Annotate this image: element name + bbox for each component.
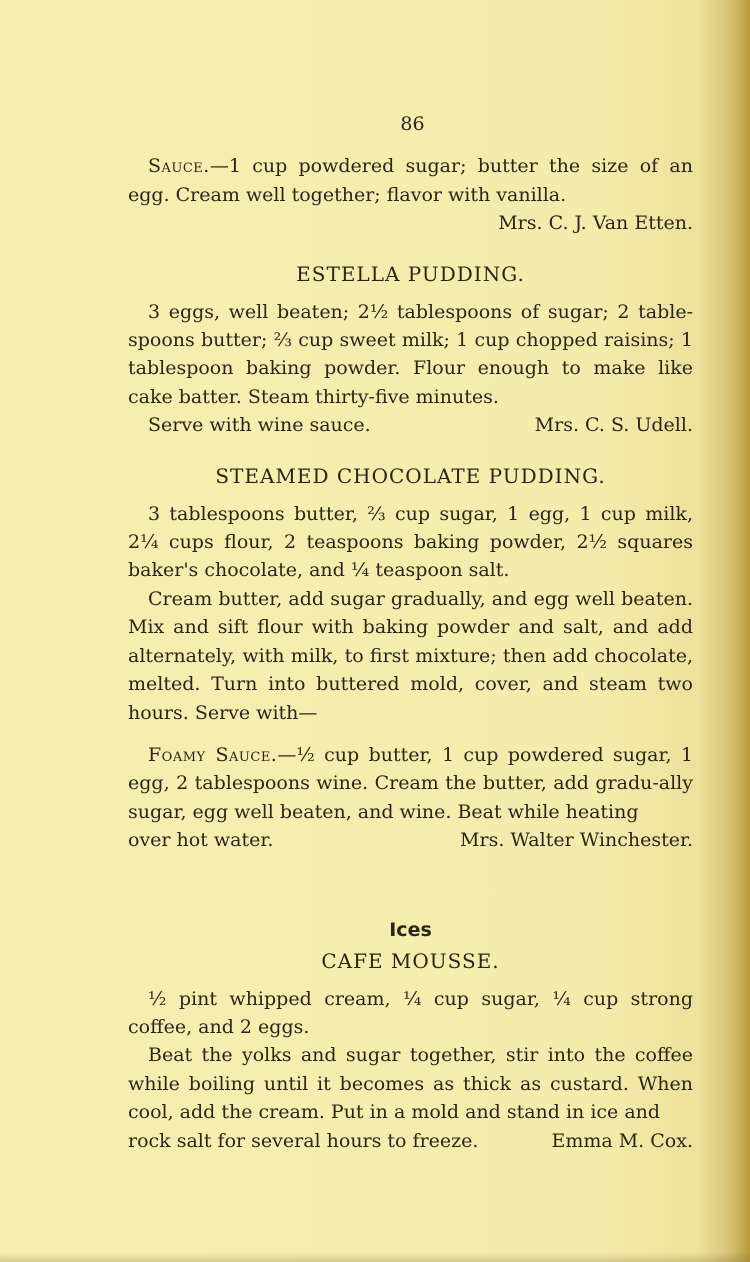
mousse-method: Beat the yolks and sugar together, stir into the coffee while boiling until it becomes as thick as custard. When cool, add the cream. Put in a mold and stand in ice and: [128, 1044, 693, 1124]
sauce-label: Sauce.: [148, 155, 210, 178]
chocolate-ingredients: 3 tablespoons butter, ⅔ cup sugar, 1 egg, 1 cup milk, 2¼ cups flour, 2 teaspoons baking powder, 2½ squares baker's chocolate, and ¼ teaspoon salt.: [128, 502, 693, 582]
chocolate-method: Cream butter, add sugar gradually, and egg well beaten. Mix and sift flour with baking powder and salt, and add alternately, with milk, to first mixture; then add chocolate, melted. Turn into buttered mold, cover, and steam two hours. Serve with—: [128, 587, 693, 724]
estella-serve: Serve with wine sauce.: [148, 414, 371, 437]
mousse-last-line: [128, 1127, 693, 1155]
mousse-ingredients: ½ pint whipped cream, ¼ cup sugar, ¼ cup strong coffee, and 2 eggs.: [128, 987, 693, 1038]
sauce-text: —1 cup powdered sugar; butter the size of an egg. Cream well together; flavor with vanilla.: [128, 155, 693, 206]
mousse-title: CAFE MOUSSE.: [321, 948, 500, 973]
chocolate-title: STEAMED CHOCOLATE PUDDING.: [215, 463, 606, 488]
page-edge: [0, 1252, 750, 1262]
estella-title: ESTELLA PUDDING.: [296, 261, 525, 286]
sauce-paragraph: [128, 152, 693, 209]
spacer: [128, 727, 693, 741]
estella-author: Mrs. C. S. Udell.: [534, 414, 693, 437]
foamy-sauce-text: —½ cup butter, 1 cup powdered sugar, 1 egg, 2 tablespoons wine. Cream the butter, add gradu-ally sugar, egg well beaten, and wine. Beat while heating: [128, 743, 694, 823]
ices-heading: Ices: [389, 918, 432, 941]
foamy-last-line: [128, 826, 693, 854]
estella-ingredients: 3 eggs, well beaten; 2½ tablespoons of sugar; 2 table-spoons butter; ⅔ cup sweet milk; 1 cup chopped raisins; 1 tablespoon baking powder. Flour enough to make like cake batter. Steam thirty-five minutes.: [128, 300, 693, 408]
mousse-last: rock salt for several hours to freeze.: [128, 1129, 479, 1152]
foamy-sauce-label: Foamy Sauce.: [148, 743, 278, 766]
estella-serve-line: [128, 411, 693, 439]
page-content: [128, 110, 693, 1155]
mousse-author: Emma M. Cox.: [551, 1129, 693, 1152]
page-number: 86: [400, 113, 425, 135]
sauce-author: Mrs. C. J. Van Etten.: [498, 212, 693, 235]
chocolate-author: Mrs. Walter Winchester.: [460, 829, 693, 852]
foamy-sauce-paragraph: [128, 741, 693, 826]
foamy-last: over hot water.: [128, 829, 274, 852]
